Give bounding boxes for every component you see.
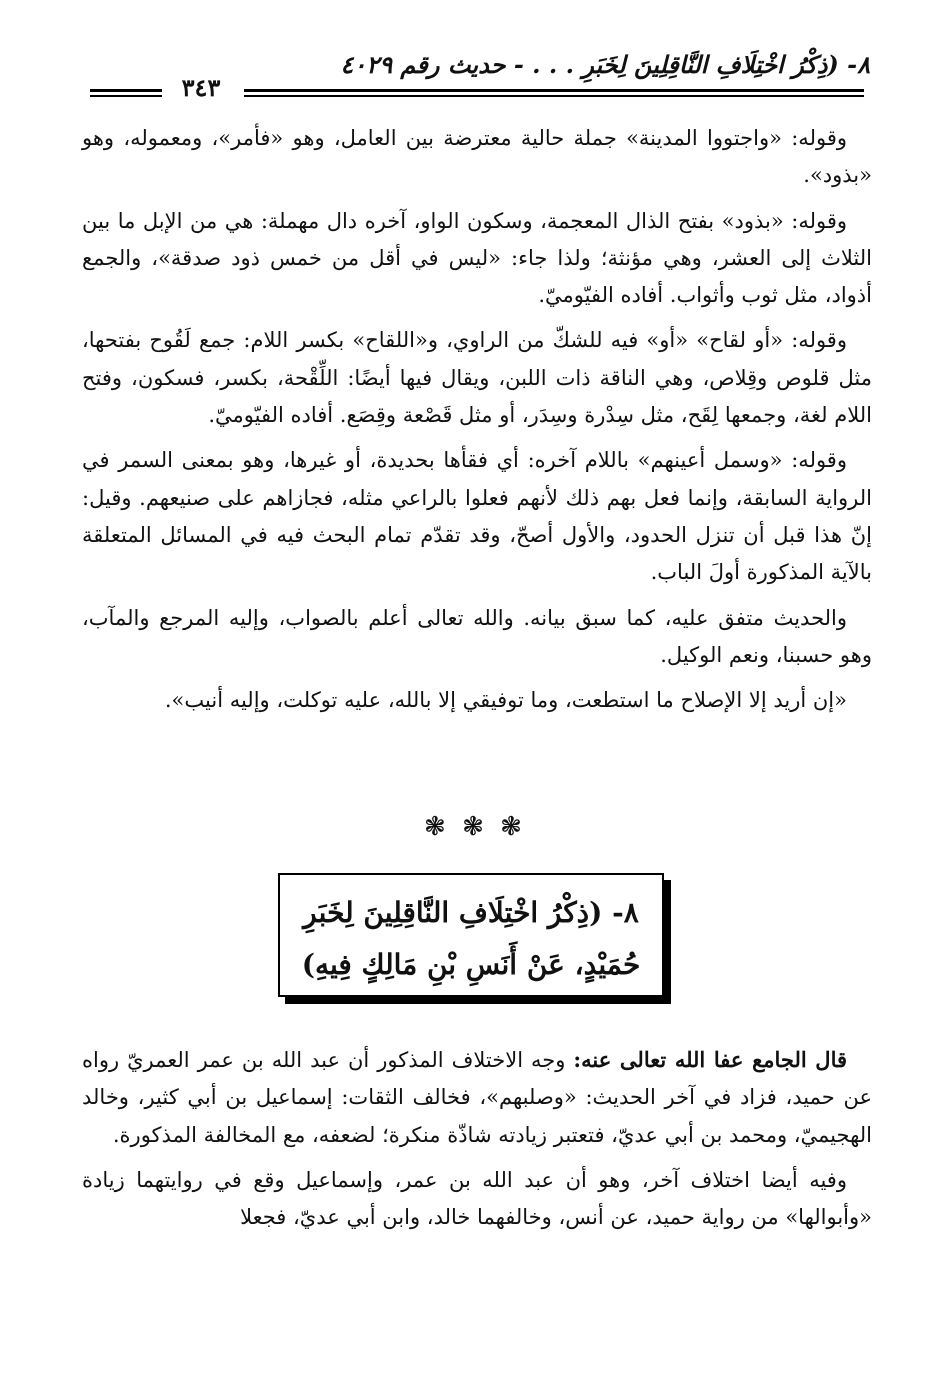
chapter-body-text bbox=[82, 1041, 872, 1244]
chapter-title-line-2: حُمَيْدٍ، عَنْ أَنَسِ بْنِ مَالِكٍ فِيهِ) bbox=[301, 948, 641, 981]
header-rule-long-bottom bbox=[244, 95, 864, 97]
paragraph: وفيه أيضا اختلاف آخر، وهو أن عبد الله بن عمر، وإسماعيل وقع في روايتهما زيادة «وأبوالها» من رواية حميد، عن أنس، وخالفهما خالد، وابن أبي عديّ، فجعلا bbox=[82, 1167, 872, 1230]
paragraph-text: وجه الاختلاف المذكور أن عبد الله بن عمر العمريّ رواه عن حميد، فزاد في آخر الحديث: «وصلبهم»، فخالف الثقات: إسماعيل بن أبي كثير، وخالد الهجيميّ، ومحمد بن أبي عديّ، فتعتبر زيادته شاذّة منكرة؛ لضعفه، مع المخالفة المذكورة. bbox=[82, 1048, 872, 1147]
paragraph: وقوله: «وسمل أعينهم» باللام آخره: أي فقأها بحديدة، أو غيرها، وهو بمعنى السمر في الرواية السابقة، وإنما فعل بهم ذلك لأنهم فعلوا بالراعي مثله، فجازاهم على صنيعهم. وقيل: إنّ هذا قبل أن تنزل الحدود، والأول أصحّ، وقد تقدّم تمام البحث فيه في المسائل المتعلقة بالآية المذكورة أولَ الباب. bbox=[82, 448, 872, 585]
header-rule-long-top bbox=[244, 89, 864, 92]
running-header-title: ٨- (ذِكْرُ اخْتِلَافِ النَّاقِلِينَ لِخَبَرِ . . . - حديث رقم ٤٠٢٩ bbox=[340, 50, 870, 79]
paragraph: والحديث متفق عليه، كما سبق بيانه. والله تعالى أعلم بالصواب، وإليه المرجع والمآب، وهو حسبنا، ونعم الوكيل. bbox=[82, 605, 872, 667]
paragraph: وقوله: «واجتووا المدينة» جملة حالية معترضة بين العامل، وهو «فأمر»، ومعموله، وهو «بذود». bbox=[82, 126, 872, 188]
paragraph: وقوله: «بذود» بفتح الذال المعجمة، وسكون الواو، آخره دال مهملة: هي من الإبل ما بين الثلاث إلى العشر، وهي مؤنثة؛ ولذا جاء: «ليس في أقل من خمس ذود صدقة»، والجمع أذواد، مثل ثوب وأثواب. أفاده الفيّوميّ. bbox=[82, 208, 872, 308]
chapter-title-box bbox=[278, 873, 664, 997]
chapter-title-line-1: ٨- (ذِكْرُ اخْتِلَافِ النَّاقِلِينَ لِخَبَرِ bbox=[303, 896, 639, 929]
header-rule-short-bottom bbox=[90, 95, 162, 97]
paragraph: وقوله: «أو لقاح» «أو» فيه للشكّ من الراوي، و«اللقاح» بكسر اللام: جمع لَقُوح بفتحها، مثل قلوص وقِلاص، وهي الناقة ذات اللبن، ويقال فيها أيضًا: اللِّقْحة، بكسر، فسكون، وفتح اللام لغة، وجمعها لِقَح، مثل سِدْرة وسِدَر، أو مثل قَصْعة وقِصَع. أفاده الفيّوميّ. bbox=[82, 328, 872, 428]
header-rule-short-top bbox=[90, 89, 162, 92]
paragraph bbox=[82, 1041, 872, 1154]
page-number: ٣٤٣ bbox=[181, 73, 221, 102]
compiler-lead-phrase: قال الجامع عفا الله تعالى عنه: bbox=[573, 1047, 848, 1072]
quran-quote-paragraph: «إن أريد إلا الإصلاح ما استطعت، وما توفيقي إلا بالله، عليه توكلت، وإليه أنيب». bbox=[164, 688, 847, 713]
commentary-text bbox=[82, 120, 872, 727]
section-separator-stars: ❃ ❃ ❃ bbox=[424, 812, 526, 842]
